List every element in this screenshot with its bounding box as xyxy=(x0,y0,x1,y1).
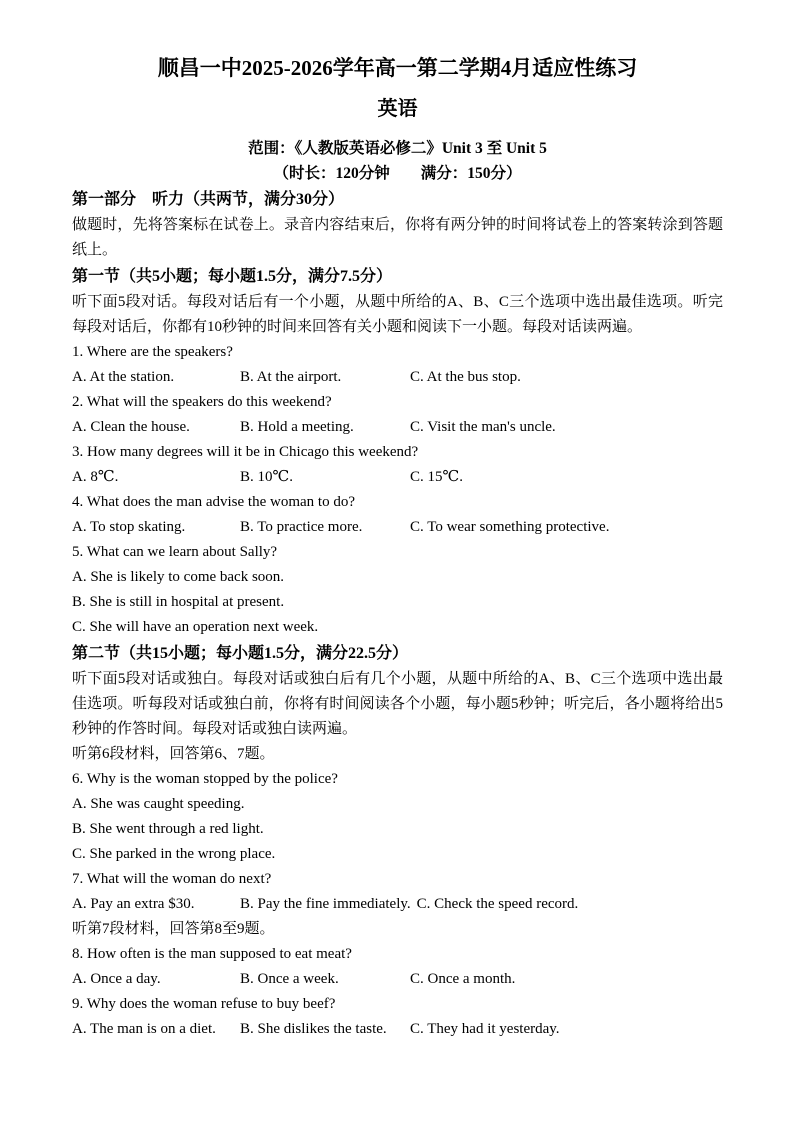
option-b: B. 10℃. xyxy=(240,469,294,485)
exam-scope: 范围：《人教版英语必修二》Unit 3 至 Unit 5 xyxy=(248,140,547,157)
exam-subject: 英语 xyxy=(377,98,418,120)
section1-heading: 第一节（共5小题；每小题1.5分，满分7.5分） xyxy=(72,268,393,285)
option-c: C. She parked in the wrong place. xyxy=(72,846,276,862)
question-8 xyxy=(72,942,723,992)
option-a: A. At the station. xyxy=(72,369,175,385)
option-b: B. Pay the fine immediately. xyxy=(240,896,411,912)
option-c: C. At the bus stop. xyxy=(410,369,521,385)
question-2-options xyxy=(72,415,723,440)
question-5 xyxy=(72,540,723,640)
option-a: A. To stop skating. xyxy=(72,519,186,535)
option-a: A. She is likely to come back soon. xyxy=(72,569,285,585)
material-note-7: 听第7段材料，回答第8至9题。 xyxy=(72,921,275,937)
option-c: C. Check the speed record. xyxy=(416,896,579,912)
option-a: A. She was caught speeding. xyxy=(72,796,245,812)
option-c: C. They had it yesterday. xyxy=(410,1021,560,1037)
question-9 xyxy=(72,992,723,1042)
section2-instructions: 听下面5段对话或独白。每段对话或独白后有几个小题，从题中所给的A、B、C三个选项中选出最佳选项。听每段对话或独白前，你将有时间阅读各个小题，每小题5秒钟；听完后，各小题将给出5秒钟的作答时间。每段对话或独白读两遍。 xyxy=(72,671,723,737)
option-a: A. The man is on a diet. xyxy=(72,1021,216,1037)
question-4-options xyxy=(72,515,723,540)
option-b: B. She dislikes the taste. xyxy=(240,1021,387,1037)
question-4 xyxy=(72,490,723,540)
option-b: B. At the airport. xyxy=(240,369,342,385)
question-5-stem: 5. What can we learn about Sally? xyxy=(72,544,278,560)
option-c: C. To wear something protective. xyxy=(410,519,610,535)
option-c: C. She will have an operation next week. xyxy=(72,619,319,635)
option-c: C. 15℃. xyxy=(410,469,464,485)
option-b: B. She is still in hospital at present. xyxy=(72,594,285,610)
question-3 xyxy=(72,440,723,490)
question-8-stem: 8. How often is the man supposed to eat meat? xyxy=(72,946,352,962)
question-3-options xyxy=(72,465,723,490)
part1-note: 做题时，先将答案标在试卷上。录音内容结束后，你将有两分钟的时间将试卷上的答案转涂到答题纸上。 xyxy=(72,217,723,258)
question-8-options xyxy=(72,967,723,992)
option-a: A. Once a day. xyxy=(72,971,161,987)
option-a: A. Pay an extra $30. xyxy=(72,896,195,912)
question-7-stem: 7. What will the woman do next? xyxy=(72,871,272,887)
section1-instructions: 听下面5段对话。每段对话后有一个小题，从题中所给的A、B、C三个选项中选出最佳选项。听完每段对话后，你都有10秒钟的时间来回答有关小题和阅读下一小题。每段对话读两遍。 xyxy=(72,294,723,335)
question-7 xyxy=(72,867,723,917)
question-9-stem: 9. Why does the woman refuse to buy beef? xyxy=(72,996,336,1012)
question-1 xyxy=(72,340,723,390)
question-1-options xyxy=(72,365,723,390)
option-b: B. Hold a meeting. xyxy=(240,419,354,435)
question-9-options xyxy=(72,1017,723,1042)
option-b: B. To practice more. xyxy=(240,519,363,535)
option-b: B. Once a week. xyxy=(240,971,339,987)
option-c: C. Once a month. xyxy=(410,971,516,987)
question-6 xyxy=(72,767,723,867)
question-4-stem: 4. What does the man advise the woman to do? xyxy=(72,494,355,510)
exam-title: 顺昌一中2025-2026学年高一第二学期4月适应性练习 xyxy=(157,56,638,80)
material-note-6: 听第6段材料，回答第6、7题。 xyxy=(72,746,275,762)
question-7-options xyxy=(72,892,723,917)
option-a: A. 8℃. xyxy=(72,469,119,485)
option-c: C. Visit the man's uncle. xyxy=(410,419,556,435)
question-1-stem: 1. Where are the speakers? xyxy=(72,344,233,360)
option-a: A. Clean the house. xyxy=(72,419,190,435)
question-2 xyxy=(72,390,723,440)
question-2-stem: 2. What will the speakers do this weekend? xyxy=(72,394,332,410)
question-6-stem: 6. Why is the woman stopped by the police? xyxy=(72,771,338,787)
section2-heading: 第二节（共15小题；每小题1.5分，满分22.5分） xyxy=(72,645,409,662)
question-3-stem: 3. How many degrees will it be in Chicago this weekend? xyxy=(72,444,419,460)
exam-duration: （时长：120分钟 满分：150分） xyxy=(273,165,522,182)
option-b: B. She went through a red light. xyxy=(72,821,264,837)
part1-heading: 第一部分 听力（共两节，满分30分） xyxy=(72,191,345,208)
